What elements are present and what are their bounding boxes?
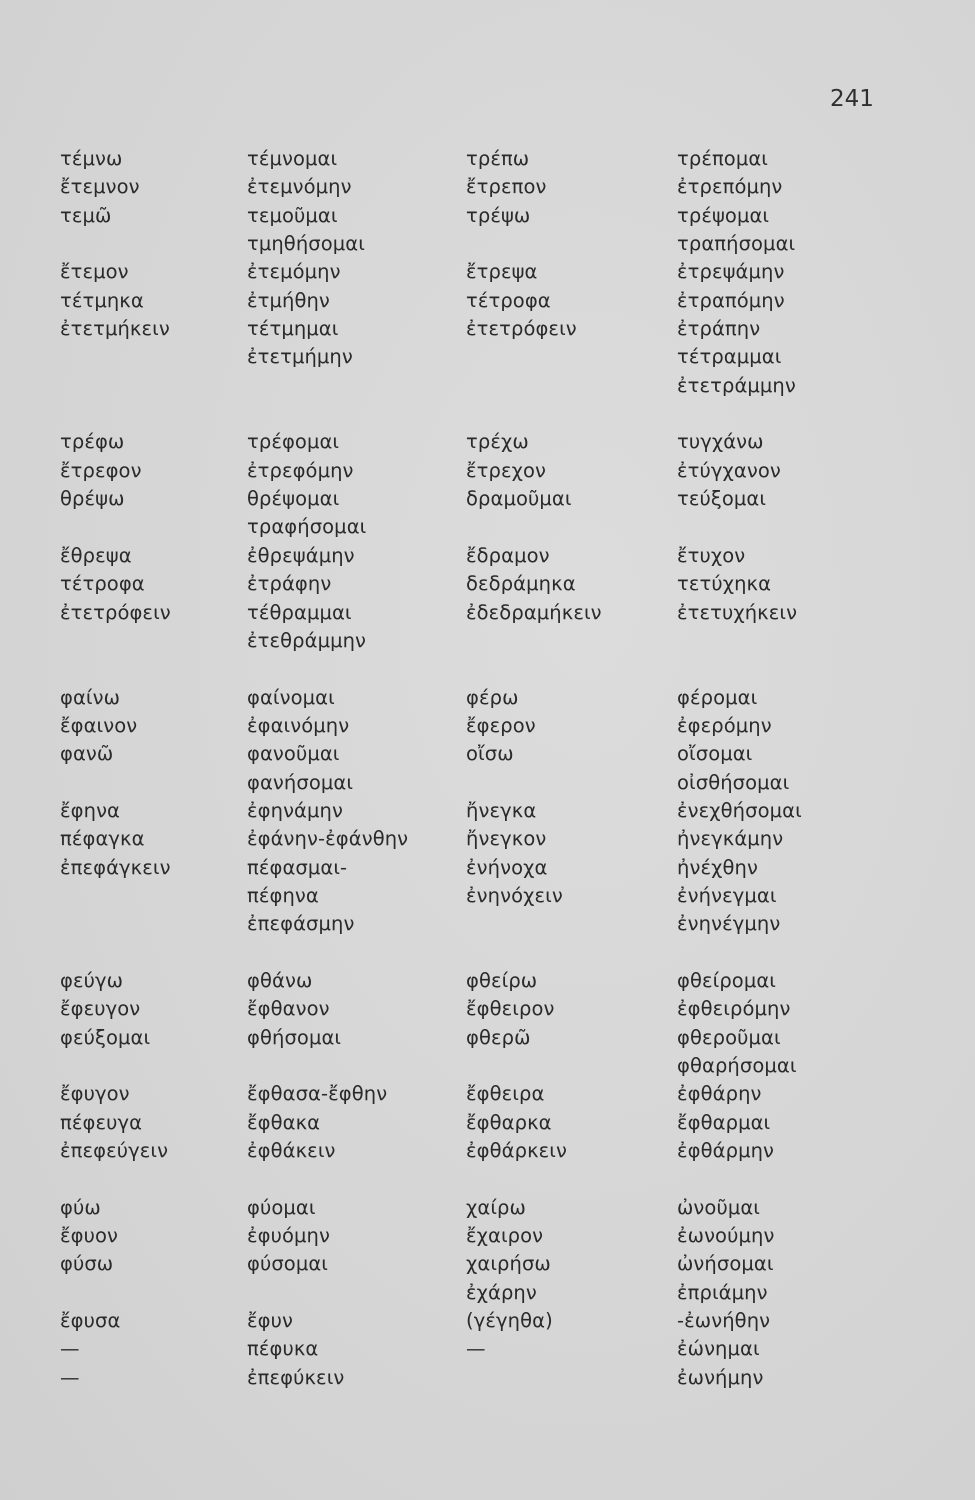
verb-form: ἐδεδραμήκειν	[466, 600, 602, 624]
verb-form: τμηθήσομαι	[247, 232, 365, 256]
verb-form: οἴσομαι	[677, 742, 753, 766]
column-1	[60, 145, 171, 1392]
verb-form: τρέπω	[466, 147, 530, 170]
verb-form: φθείρω	[466, 968, 538, 992]
verb-form	[247, 1052, 408, 1080]
verb-form	[466, 910, 602, 938]
verb-form	[677, 513, 802, 541]
verb-form	[466, 230, 602, 258]
verb-form: τεμῶ	[60, 203, 112, 227]
verb-form	[466, 343, 602, 371]
verb-form: ἔφθαρμαι	[677, 1110, 771, 1134]
verb-form: ἐφερόμην	[677, 713, 772, 737]
verb-form: ἐτετρόφειν	[60, 600, 171, 624]
verb-form: ἔφερον	[466, 713, 536, 737]
verb-form: ἔφθειρον	[466, 997, 555, 1021]
verb-form: ἐφθάκειν	[247, 1139, 336, 1163]
verb-form	[677, 939, 802, 967]
verb-form: φέρω	[466, 685, 519, 709]
verb-form: ἔφυγον	[60, 1082, 130, 1106]
verb-form: φθεροῦμαι	[677, 1025, 781, 1049]
verb-form	[466, 627, 602, 655]
verb-form	[466, 769, 602, 797]
verb-form: —	[60, 1365, 80, 1389]
verb-form: φύομαι	[247, 1195, 316, 1219]
verb-form	[60, 1052, 171, 1080]
verb-form: ἐθρεψάμην	[247, 543, 355, 567]
verb-form: ἐτεμνόμην	[247, 175, 352, 199]
verb-form: ἔφευγον	[60, 997, 141, 1021]
verb-form: -ἐωνήθην	[677, 1309, 771, 1333]
verb-form: ἔφθαρκα	[466, 1110, 552, 1134]
verb-form: ἐτμήθην	[247, 288, 330, 312]
verb-form: ἔθρεψα	[60, 543, 132, 567]
verb-form: ἔφαινον	[60, 713, 138, 737]
page-number: 241	[830, 86, 874, 112]
verb-form	[60, 882, 171, 910]
verb-form: οἰσθήσομαι	[677, 770, 790, 794]
verb-form	[466, 513, 602, 541]
verb-form	[466, 1364, 602, 1392]
verb-form: τρέφομαι	[247, 430, 340, 454]
verb-form	[466, 939, 602, 967]
verb-form: τέμνομαι	[247, 147, 338, 170]
verb-form: φαίνομαι	[247, 685, 335, 709]
verb-form: ἐτράφην	[247, 572, 332, 596]
verb-form	[60, 939, 171, 967]
verb-form: ἐτράπην	[677, 317, 761, 341]
verb-form: ἔτρεπον	[466, 175, 547, 199]
verb-form: ἐφαινόμην	[247, 713, 350, 737]
verb-form: ὠνοῦμαι	[677, 1195, 760, 1219]
verb-form: τεμοῦμαι	[247, 203, 338, 227]
verb-form: χαιρήσω	[466, 1252, 551, 1276]
verb-form: φανοῦμαι	[247, 742, 340, 766]
column-3	[466, 145, 602, 1392]
verb-form: ἐνήνοχα	[466, 855, 548, 879]
verb-form: ἐπεφάγκειν	[60, 855, 171, 879]
verb-form: ἐπεφάσμην	[247, 912, 355, 936]
verb-form	[247, 1279, 408, 1307]
verb-form	[247, 400, 408, 428]
verb-form: τέτροφα	[60, 572, 145, 596]
verb-form: ἐφθάρην	[677, 1082, 762, 1106]
verb-form: τέτραμμαι	[677, 345, 782, 369]
verb-form	[247, 655, 408, 683]
verb-form: ἐτρεφόμην	[247, 458, 354, 482]
verb-form: ἔτυχον	[677, 543, 746, 567]
verb-form: φθάνω	[247, 968, 313, 992]
verb-form: τρέφω	[60, 430, 125, 454]
verb-form: τρέπομαι	[677, 147, 768, 170]
verb-form: φθερῶ	[466, 1025, 531, 1049]
verb-form: τετύχηκα	[677, 572, 772, 596]
verb-form	[60, 230, 171, 258]
verb-form: ἐνηνόχειν	[466, 883, 563, 907]
verb-form	[466, 655, 602, 683]
verb-form: φεύγω	[60, 968, 124, 992]
verb-form	[60, 343, 171, 371]
column-2	[247, 145, 408, 1392]
verb-form: τέτροφα	[466, 288, 551, 312]
verb-form: φύσω	[60, 1252, 114, 1276]
verb-form	[466, 1165, 602, 1193]
verb-form: ἐπεφύκειν	[247, 1365, 345, 1389]
verb-form: ἔχαιρον	[466, 1224, 544, 1248]
verb-form: ἐπεφεύγειν	[60, 1139, 169, 1163]
verb-form: ἔφθασα-ἔφθην	[247, 1082, 388, 1106]
verb-form: ἔτεμον	[60, 260, 129, 284]
verb-form: ἐφθειρόμην	[677, 997, 791, 1021]
verb-form	[466, 1052, 602, 1080]
verb-form: τραπήσομαι	[677, 232, 796, 256]
verb-form: ἐτεμόμην	[247, 260, 341, 284]
verb-form: ἐφηνάμην	[247, 798, 343, 822]
verb-form: ἔφυσα	[60, 1309, 121, 1333]
verb-form: ἔτρεψα	[466, 260, 538, 284]
verb-form: τέτμηκα	[60, 288, 144, 312]
verb-form	[247, 939, 408, 967]
verb-form: τρέχω	[466, 430, 529, 454]
verb-form: ἔφθανον	[247, 997, 330, 1021]
verb-form: χαίρω	[466, 1195, 526, 1219]
verb-form: ἤνεγκον	[466, 827, 547, 851]
verb-form	[60, 400, 171, 428]
verb-form: ἠνέχθην	[677, 855, 758, 879]
verb-form: ἔτρεφον	[60, 458, 142, 482]
verb-form	[60, 1279, 171, 1307]
verb-form: θρέψω	[60, 487, 125, 511]
verb-form: δεδράμηκα	[466, 572, 576, 596]
verb-form	[466, 372, 602, 400]
verb-form: τέτμημαι	[247, 317, 339, 341]
column-4	[677, 145, 802, 1392]
verb-form: πέφασμαι-	[247, 855, 348, 879]
verb-form	[60, 910, 171, 938]
verb-form	[677, 400, 802, 428]
verb-form: ἐτετυχήκειν	[677, 600, 798, 624]
verb-form: —	[60, 1337, 80, 1361]
verb-form: φαίνω	[60, 685, 121, 709]
verb-form: ἐφάνην-ἐφάνθην	[247, 827, 409, 851]
verb-form: ἔτεμνον	[60, 175, 140, 199]
verb-form: πέφευγα	[60, 1110, 143, 1134]
verb-form: ἐνηνέγμην	[677, 912, 781, 936]
verb-form: ἐώνημαι	[677, 1337, 760, 1361]
verb-form	[247, 372, 408, 400]
verb-form	[677, 655, 802, 683]
verb-form: τυγχάνω	[677, 430, 764, 454]
verb-form: φανήσομαι	[247, 770, 354, 794]
verb-form: ἐτρεψάμην	[677, 260, 785, 284]
verb-form: ἐτραπόμην	[677, 288, 785, 312]
verb-form: φανῶ	[60, 742, 114, 766]
verb-form: (γέγηθα)	[466, 1309, 553, 1333]
verb-form	[60, 769, 171, 797]
verb-form: ἐτετμήκειν	[60, 317, 170, 341]
verb-form	[677, 1165, 802, 1193]
verb-form: ἐτετμήμην	[247, 345, 353, 369]
verb-form	[677, 627, 802, 655]
verb-form: ἐτετράμμην	[677, 373, 796, 397]
verb-form: πέφηνα	[247, 883, 319, 907]
verb-form: ἐφθάρμην	[677, 1139, 775, 1163]
verb-form: ἔδραμον	[466, 543, 550, 567]
verb-form: ἐφυόμην	[247, 1224, 330, 1248]
verb-form: τραφήσομαι	[247, 515, 367, 539]
verb-form	[466, 400, 602, 428]
verb-form: ἔφθακα	[247, 1110, 321, 1134]
verb-form: ἤνεγκα	[466, 798, 537, 822]
verb-form: φύω	[60, 1195, 101, 1219]
verb-form: τέμνω	[60, 147, 123, 170]
verb-form: φέρομαι	[677, 685, 758, 709]
verb-form: ἠνεγκάμην	[677, 827, 784, 851]
verb-form: ἐτεθράμμην	[247, 628, 367, 652]
verb-form: φθαρήσομαι	[677, 1054, 797, 1077]
verb-form: ἐτρεπόμην	[677, 175, 783, 199]
verb-form: δραμοῦμαι	[466, 487, 572, 511]
verb-form	[60, 627, 171, 655]
verb-form	[60, 655, 171, 683]
verb-form: οἴσω	[466, 742, 514, 766]
verb-form: ἐχάρην	[466, 1280, 537, 1304]
verb-form: ἐτύγχανον	[677, 458, 781, 482]
verb-form: ὠνήσομαι	[677, 1252, 774, 1276]
verb-form	[247, 1165, 408, 1193]
verb-form: πέφυκα	[247, 1337, 319, 1361]
verb-form: ἐφθάρκειν	[466, 1139, 567, 1163]
verb-form: ἔφυν	[247, 1309, 293, 1333]
verb-form: ἔφυον	[60, 1224, 119, 1248]
verb-form	[60, 372, 171, 400]
verb-form: —	[466, 1337, 486, 1361]
verb-form	[60, 513, 171, 541]
verb-form: ἐνήνεγμαι	[677, 883, 777, 907]
verb-form: ἐτετρόφειν	[466, 317, 577, 341]
verb-form: ἔφηνα	[60, 798, 121, 822]
verb-form: θρέψομαι	[247, 487, 340, 511]
verb-form: τέθραμμαι	[247, 600, 352, 624]
verb-form: φθήσομαι	[247, 1025, 342, 1049]
verb-form: τρέψομαι	[677, 203, 770, 227]
verb-form: τεύξομαι	[677, 487, 767, 511]
verb-form: ἐνεχθήσομαι	[677, 798, 802, 822]
verb-form: φύσομαι	[247, 1252, 328, 1276]
verb-form: πέφαγκα	[60, 827, 145, 851]
verb-form: φεύξομαι	[60, 1025, 151, 1049]
verb-form: ἐωνήμην	[677, 1365, 764, 1389]
verb-form: ἔφθειρα	[466, 1082, 545, 1106]
verb-form	[60, 1165, 171, 1193]
verb-form: ἐωνούμην	[677, 1224, 775, 1248]
verb-form: φθείρομαι	[677, 968, 776, 992]
verb-form: τρέψω	[466, 203, 531, 227]
verb-form: ἐπριάμην	[677, 1280, 768, 1304]
verb-form: ἔτρεχον	[466, 458, 546, 482]
